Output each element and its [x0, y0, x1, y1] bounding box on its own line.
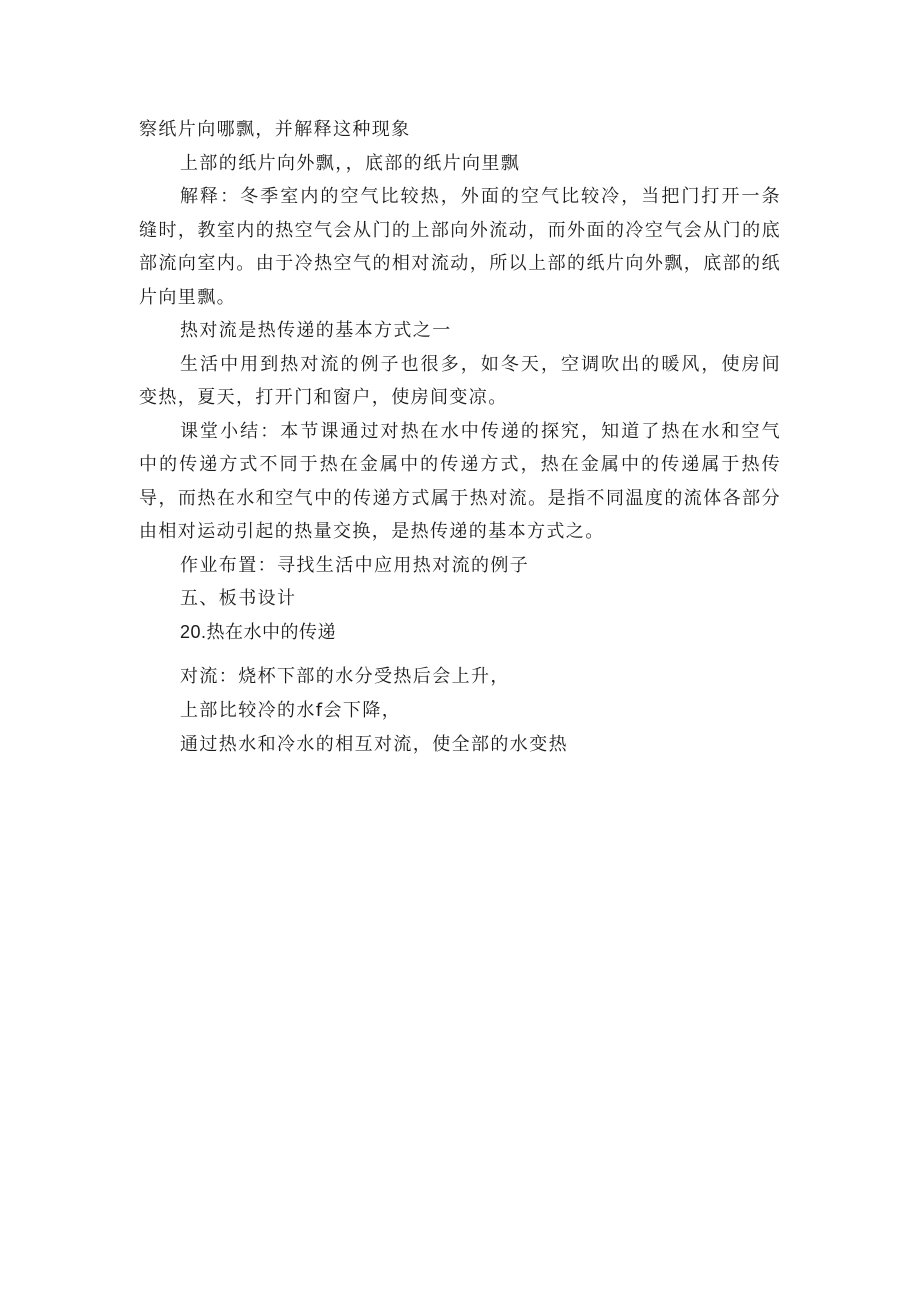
board-line: 对流：烧杯下部的水分受热后会上升，	[180, 666, 510, 687]
section-heading-board-design: 五、板书设计	[180, 588, 297, 609]
paragraph-observe-paper: 察纸片向哪飘，并解释这种现象	[139, 119, 411, 140]
paragraph-paper-result: 上部的纸片向外飘，，底部的纸片向里飘	[180, 152, 521, 174]
paragraph-explanation: 解释：冬季室内的空气比较热，外面的空气比较冷，当把门打开一条缝时，教室内的热空气会从门的上部向外流动，而外面的冷空气会从门的底部流向室内。由于冷热空气的相对流动，所以上部的纸片向外飘，底部的纸片向里飘。	[139, 186, 781, 308]
paragraph-class-summary: 课堂小结：本节课通过对热在水中传递的探究，知道了热在水和空气中的传递方式不同于热在金属中的传递方式，热在金属中的传递属于热传导，而热在水和空气中的传递方式属于热对流。是指不同温度的流体各部分由相对运动引起的热量交换，是热传递的基本方式之。	[139, 420, 781, 542]
document-body	[139, 113, 781, 762]
board-title: 20.热在水中的传递	[180, 621, 337, 642]
paragraph-homework: 作业布置：寻找生活中应用热对流的例子	[180, 554, 530, 576]
board-content	[139, 660, 781, 762]
board-line: 通过热水和冷水的相互对流，使全部的水变热	[180, 734, 568, 755]
board-line: 上部比较冷的水f会下降，	[180, 700, 402, 721]
paragraph-convection-definition: 热对流是热传递的基本方式之一	[180, 320, 452, 341]
paragraph-life-examples: 生活中用到热对流的例子也很多，如冬天，空调吹出的暖风，使房间变热，夏天，打开门和窗户，使房间变凉。	[139, 353, 781, 408]
